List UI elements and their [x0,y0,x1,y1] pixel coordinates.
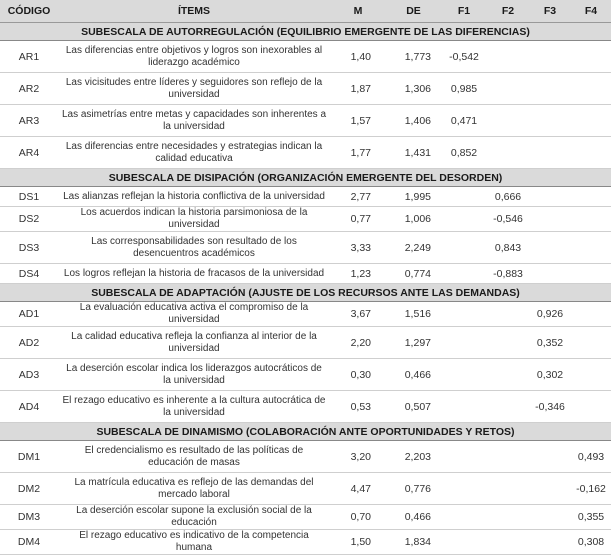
item-text: La matrícula educativa es reflejo de las demandas del mercado laboral [58,473,330,505]
table-row [0,41,611,73]
factor3-loading [529,441,571,473]
factor2-loading: -0,546 [487,207,529,232]
subscale-title: SUBESCALA DE ADAPTACIÓN (AJUSTE DE LOS RECURSOS ANTE LAS DEMANDAS) [0,284,611,302]
sd-value: 1,306 [386,73,441,105]
factor2-loading [487,302,529,327]
item-code: DM2 [0,473,58,505]
factor3-loading [529,137,571,169]
table-row [0,232,611,264]
factor1-loading [441,207,487,232]
table-row [0,73,611,105]
mean-value: 1,87 [330,73,386,105]
subscale-title: SUBESCALA DE DINAMISMO (COLABORACIÓN ANTE OPORTUNIDADES Y RETOS) [0,423,611,441]
factor4-loading [571,105,611,137]
factor2-loading: 0,843 [487,232,529,264]
item-code: DS3 [0,232,58,264]
factor4-loading: 0,355 [571,505,611,530]
factor1-loading [441,505,487,530]
item-text: Las diferencias entre necesidades y estrategias indican la calidad educativa [58,137,330,169]
factor3-loading [529,41,571,73]
factor2-loading [487,41,529,73]
table-row [0,327,611,359]
factor4-loading [571,187,611,207]
sd-value: 0,466 [386,505,441,530]
header-f4: F4 [571,0,611,23]
factor4-loading [571,232,611,264]
subscale-header [0,169,611,187]
factor2-loading [487,505,529,530]
factor1-loading [441,232,487,264]
table-row [0,187,611,207]
factor2-loading [487,137,529,169]
item-code: AD3 [0,359,58,391]
factor3-loading [529,105,571,137]
mean-value: 2,20 [330,327,386,359]
item-text: La evaluación educativa activa el compromiso de la universidad [58,302,330,327]
subscale-header [0,423,611,441]
mean-value: 4,47 [330,473,386,505]
item-text: La deserción escolar supone la exclusión social de la educación [58,505,330,530]
item-code: AR1 [0,41,58,73]
mean-value: 0,30 [330,359,386,391]
factor4-loading [571,327,611,359]
factor1-loading [441,264,487,284]
factor3-loading: -0,346 [529,391,571,423]
subscale-header [0,284,611,302]
mean-value: 1,50 [330,530,386,555]
factor3-loading [529,530,571,555]
header-de: DE [386,0,441,23]
factor2-loading [487,391,529,423]
factor1-loading: 0,471 [441,105,487,137]
header-f2: F2 [487,0,529,23]
header-f3: F3 [529,0,571,23]
subscale-title: SUBESCALA DE DISIPACIÓN (ORGANIZACIÓN EMERGENTE DEL DESORDEN) [0,169,611,187]
factor2-loading: -0,883 [487,264,529,284]
factor3-loading: 0,926 [529,302,571,327]
factor1-loading [441,359,487,391]
sd-value: 1,995 [386,187,441,207]
item-code: DS1 [0,187,58,207]
header-f1: F1 [441,0,487,23]
factor3-loading [529,232,571,264]
item-text: Las vicisitudes entre líderes y seguidores son reflejo de la universidad [58,73,330,105]
factor1-loading [441,302,487,327]
factor2-loading [487,105,529,137]
mean-value: 0,53 [330,391,386,423]
subscale-header [0,23,611,41]
factor1-loading: -0,542 [441,41,487,73]
sd-value: 0,507 [386,391,441,423]
table-row [0,264,611,284]
item-code: AD2 [0,327,58,359]
item-text: Las diferencias entre objetivos y logros son inexorables al liderazgo académico [58,41,330,73]
factor4-loading: -0,162 [571,473,611,505]
subscale-title: SUBESCALA DE AUTORREGULACIÓN (EQUILIBRIO EMERGENTE DE LAS DIFERENCIAS) [0,23,611,41]
table-row [0,505,611,530]
item-code: DM1 [0,441,58,473]
factor1-loading [441,187,487,207]
factor3-loading [529,473,571,505]
item-code: AR2 [0,73,58,105]
sd-value: 1,516 [386,302,441,327]
mean-value: 1,40 [330,41,386,73]
factor3-loading [529,264,571,284]
table-row [0,473,611,505]
item-code: DM3 [0,505,58,530]
item-text: Las alianzas reflejan la historia conflictiva de la universidad [58,187,330,207]
table-row [0,302,611,327]
factor1-loading [441,473,487,505]
item-text: Las asimetrías entre metas y capacidades son inherentes a la universidad [58,105,330,137]
item-code: AR4 [0,137,58,169]
sd-value: 0,774 [386,264,441,284]
sd-value: 1,431 [386,137,441,169]
item-code: AD1 [0,302,58,327]
factor4-loading [571,359,611,391]
item-code: DS2 [0,207,58,232]
factor1-loading [441,530,487,555]
table-row [0,441,611,473]
table-row [0,530,611,555]
factor2-loading [487,473,529,505]
mean-value: 1,77 [330,137,386,169]
mean-value: 1,57 [330,105,386,137]
factor3-loading: 0,352 [529,327,571,359]
factor3-loading [529,207,571,232]
item-code: DM4 [0,530,58,555]
factor3-loading: 0,302 [529,359,571,391]
table-row [0,359,611,391]
mean-value: 3,20 [330,441,386,473]
mean-value: 0,77 [330,207,386,232]
factor4-loading [571,207,611,232]
factor1-loading: 0,852 [441,137,487,169]
mean-value: 3,33 [330,232,386,264]
item-text: El rezago educativo es indicativo de la competencia humana [58,530,330,555]
factor2-loading [487,327,529,359]
table-row [0,105,611,137]
factor2-loading: 0,666 [487,187,529,207]
item-text: Los logros reflejan la historia de fracasos de la universidad [58,264,330,284]
table-row [0,207,611,232]
header-m: M [330,0,386,23]
item-code: AR3 [0,105,58,137]
item-code: AD4 [0,391,58,423]
factor4-loading [571,137,611,169]
factor1-loading [441,327,487,359]
item-text: Los acuerdos indican la historia parsimoniosa de la universidad [58,207,330,232]
table-row [0,391,611,423]
factor1-loading: 0,985 [441,73,487,105]
mean-value: 2,77 [330,187,386,207]
factor1-loading [441,391,487,423]
item-text: El credencialismo es resultado de las políticas de educación de masas [58,441,330,473]
item-text: La deserción escolar indica los liderazgos autocráticos de la universidad [58,359,330,391]
table-row [0,137,611,169]
factor2-loading [487,441,529,473]
sd-value: 0,466 [386,359,441,391]
factor4-loading [571,41,611,73]
factor1-loading [441,441,487,473]
factor4-loading [571,264,611,284]
factor4-loading [571,391,611,423]
factor2-loading [487,73,529,105]
sd-value: 1,297 [386,327,441,359]
factor4-loading: 0,493 [571,441,611,473]
mean-value: 1,23 [330,264,386,284]
sd-value: 2,249 [386,232,441,264]
factor4-loading [571,302,611,327]
item-text: Las corresponsabilidades son resultado de los desencuentros académicos [58,232,330,264]
factor4-loading: 0,308 [571,530,611,555]
factor3-loading [529,187,571,207]
factor3-loading [529,505,571,530]
sd-value: 1,773 [386,41,441,73]
header-row [0,0,611,23]
mean-value: 0,70 [330,505,386,530]
factor4-loading [571,73,611,105]
sd-value: 0,776 [386,473,441,505]
item-text: La calidad educativa refleja la confianza al interior de la universidad [58,327,330,359]
sd-value: 1,406 [386,105,441,137]
mean-value: 3,67 [330,302,386,327]
sd-value: 1,834 [386,530,441,555]
factor3-loading [529,73,571,105]
header-code: CÓDIGO [0,0,58,23]
table-body [0,23,611,555]
factor2-loading [487,530,529,555]
header-items: ÍTEMS [58,0,330,23]
item-code: DS4 [0,264,58,284]
item-text: El rezago educativo es inherente a la cultura autocrática de la universidad [58,391,330,423]
factor2-loading [487,359,529,391]
sd-value: 1,006 [386,207,441,232]
sd-value: 2,203 [386,441,441,473]
